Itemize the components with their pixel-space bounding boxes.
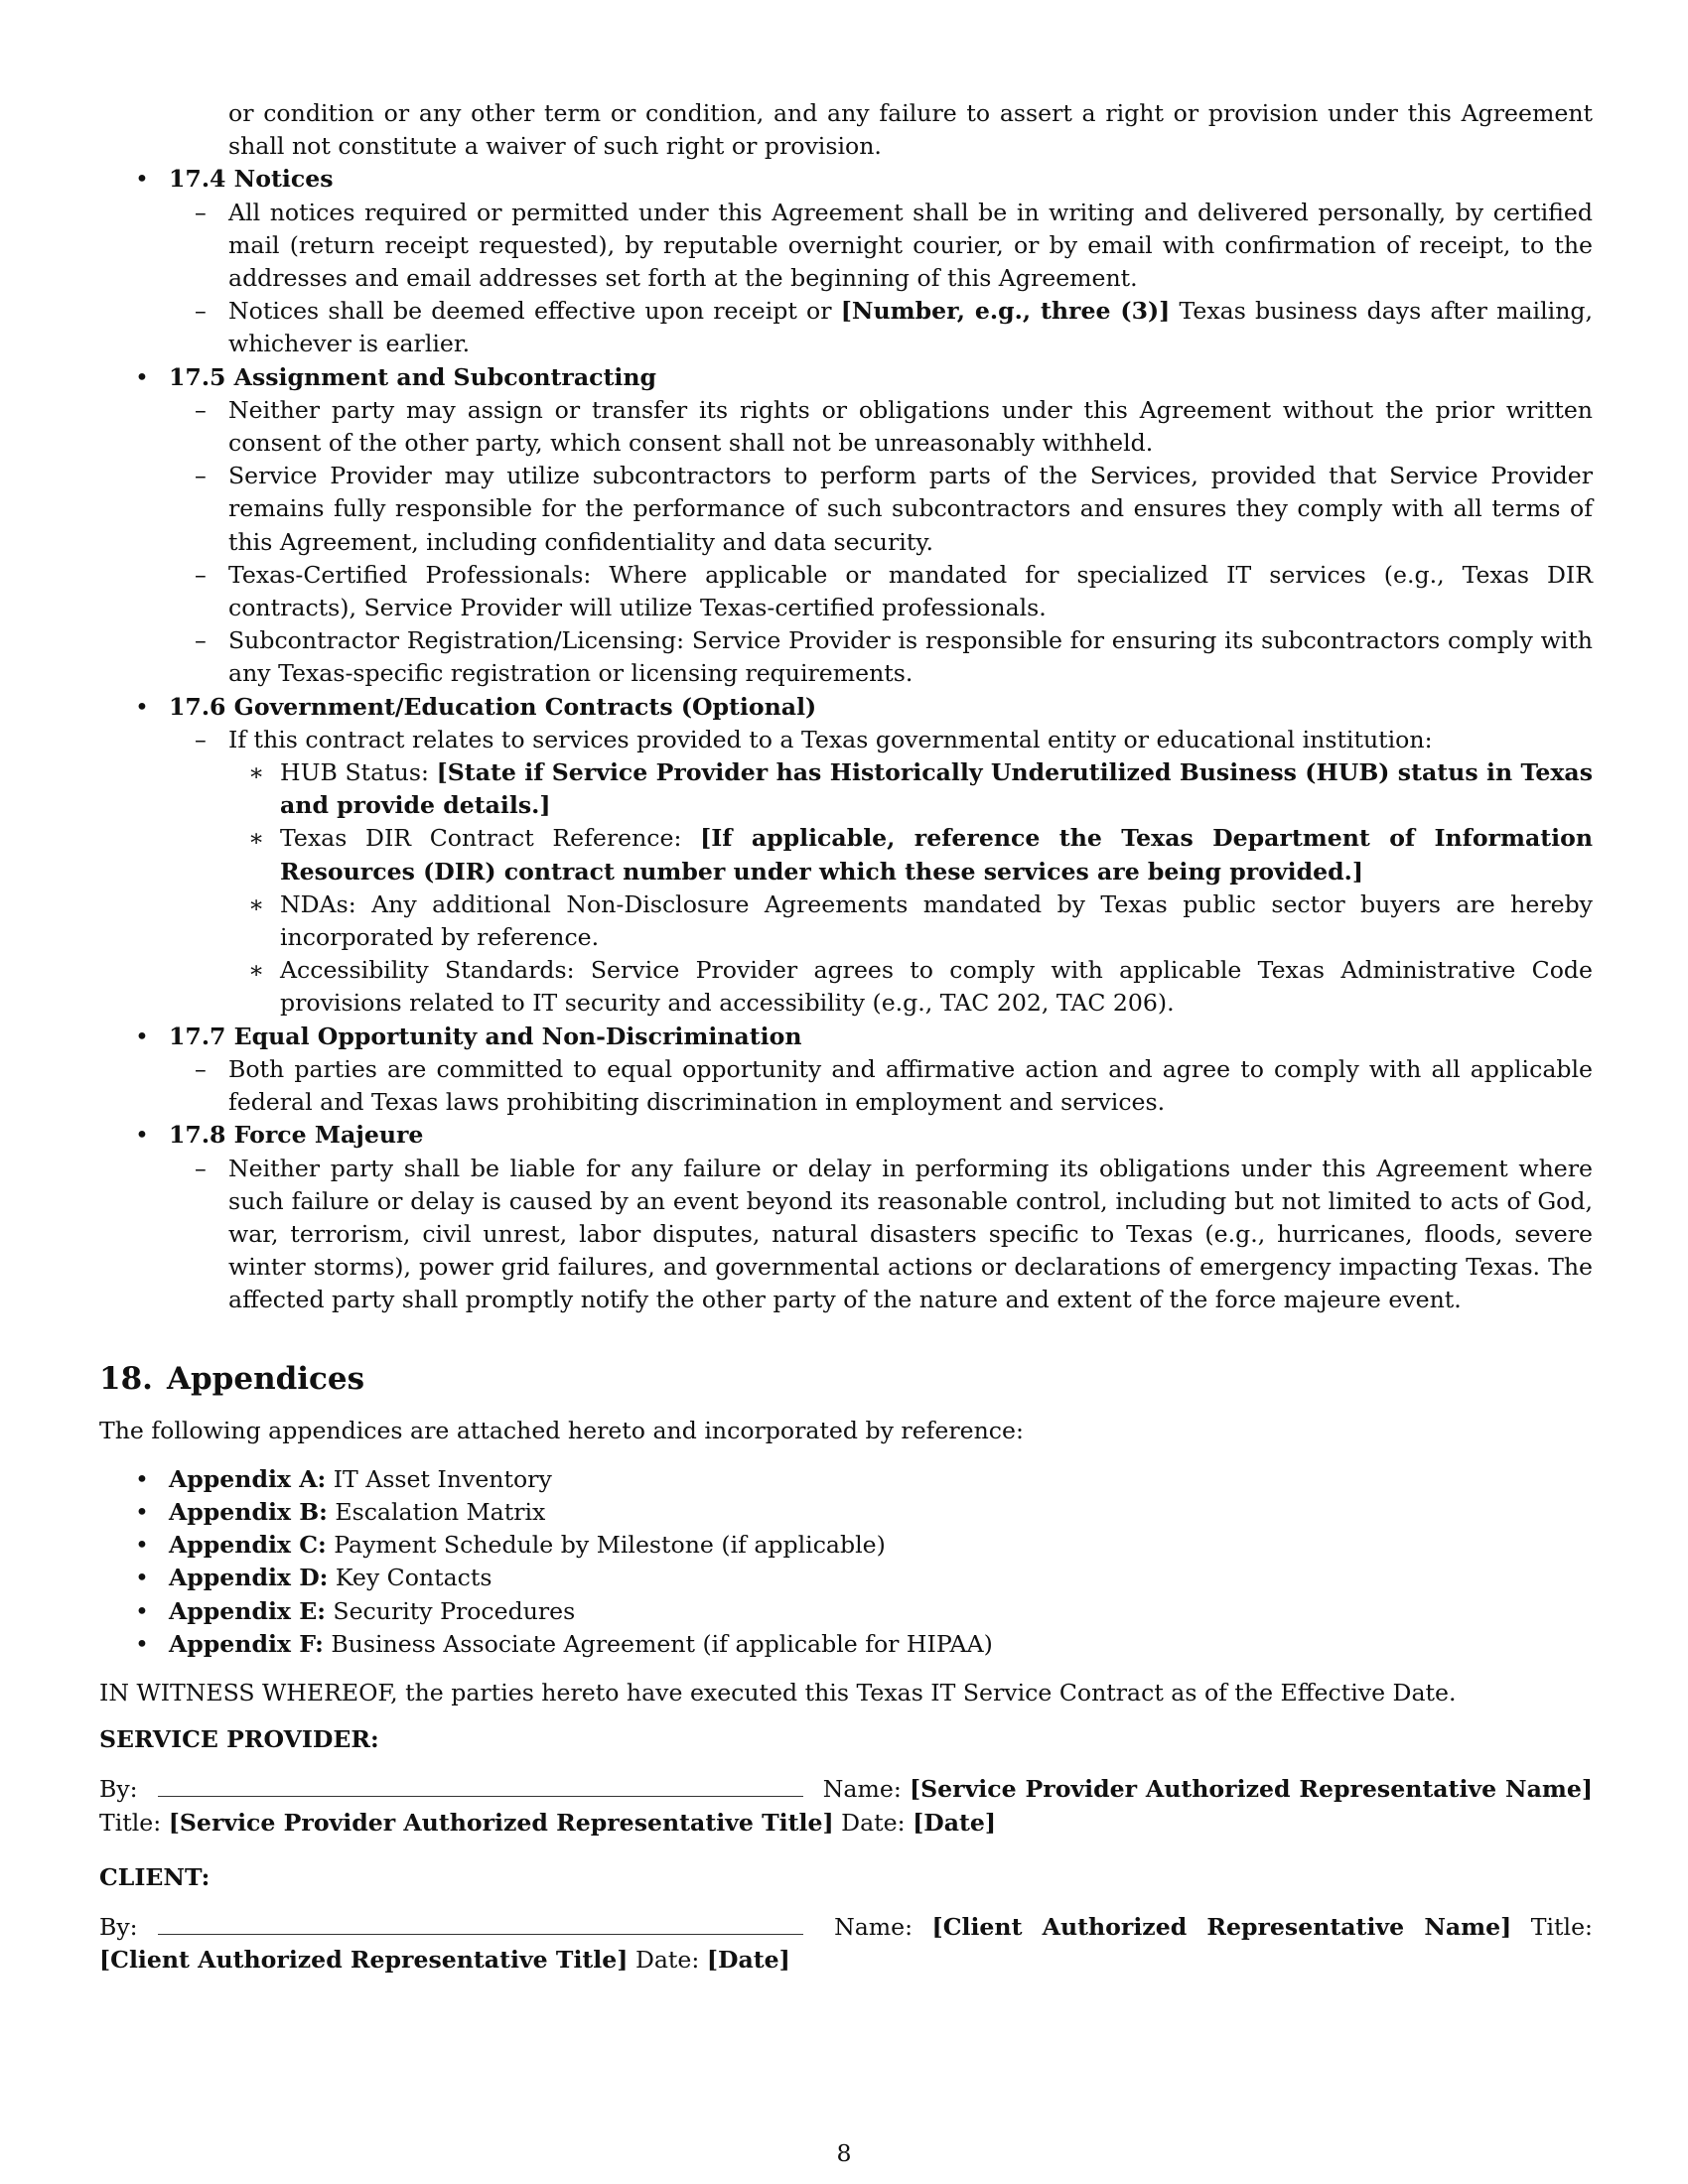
placeholder-field: [State if Service Provider has Historically Underutilized Business (HUB) status in Texas and provide details.] <box>280 758 1593 820</box>
item-text: Accessibility Standards: Service Provider agrees to comply with applicable Texas Administrative Code provisions related to IT security and accessibility (e.g., TAC 202, TAC 206). <box>280 956 1593 1018</box>
appendix-text: Payment Schedule by Milestone (if applicable) <box>326 1531 886 1560</box>
provider-signature-line[interactable] <box>158 1770 803 1797</box>
appendix-label: Appendix B: <box>169 1497 328 1526</box>
dash-marker: – <box>195 462 207 490</box>
dash-marker: – <box>195 297 207 326</box>
title-label: Title: <box>1511 1912 1593 1941</box>
provider-heading: SERVICE PROVIDER: <box>99 1725 379 1754</box>
asterisk-marker: ∗ <box>248 889 265 918</box>
document-page <box>99 97 1593 1998</box>
section-17-7 <box>99 1021 1593 1053</box>
bullet: • <box>135 1464 149 1493</box>
item-text: Texas business days after mailing, whichever is earlier. <box>228 297 1593 358</box>
appendix-text: Business Associate Agreement (if applicable for HIPAA) <box>323 1629 993 1658</box>
bullet: • <box>135 1121 149 1150</box>
appendix-label: Appendix D: <box>169 1564 329 1592</box>
appendix-label: Appendix A: <box>169 1464 327 1493</box>
dash-marker: – <box>195 1054 207 1083</box>
item-text: Neither party may assign or transfer its rights or obligations under this Agreement without the prior written consent of the other party, which consent shall not be unreasonably withheld. <box>228 395 1593 458</box>
item-text: Both parties are committed to equal opportunity and affirmative action and agree to comply with all applicable federal and Texas laws prohibiting discrimination in employment and services. <box>228 1054 1593 1117</box>
provider-signature-block <box>99 1770 1593 1839</box>
date-label: Date: <box>833 1808 914 1837</box>
bullet: • <box>135 1531 149 1560</box>
bullet: • <box>135 1596 149 1625</box>
appendix-label: Appendix F: <box>169 1629 324 1658</box>
item-text: HUB Status: <box>280 758 437 787</box>
list-item <box>99 197 1593 296</box>
placeholder-field: [Client Authorized Representative Title] <box>99 1946 629 1975</box>
appendices-list <box>99 1463 1593 1661</box>
bullet: • <box>135 1022 149 1050</box>
bullet: • <box>135 165 149 194</box>
appendix-text: IT Asset Inventory <box>326 1464 552 1493</box>
bullet: • <box>135 1629 149 1658</box>
placeholder-field: [Date] <box>706 1946 790 1975</box>
asterisk-marker: ∗ <box>248 956 265 985</box>
placeholder-field: [Number, e.g., three (3)] <box>840 297 1171 326</box>
list-item <box>99 1628 1593 1661</box>
section-heading-appendices <box>99 1359 1593 1399</box>
dash-marker: – <box>195 395 207 424</box>
appendix-text: Escalation Matrix <box>327 1497 546 1526</box>
list-item <box>99 624 1593 690</box>
bullet: • <box>135 1564 149 1592</box>
placeholder-field: [Client Authorized Representative Name] <box>931 1912 1512 1941</box>
sub-list-item <box>99 954 1593 1020</box>
client-signature-block <box>99 1908 1593 1977</box>
item-text: Texas DIR Contract Reference: <box>280 824 701 853</box>
list-item <box>99 460 1593 559</box>
placeholder-field: [Date] <box>913 1808 997 1837</box>
section-17-6 <box>99 691 1593 724</box>
list-item <box>99 559 1593 624</box>
name-label: Name: <box>814 1912 932 1941</box>
appendix-label: Appendix E: <box>169 1596 326 1625</box>
section-17-8 <box>99 1119 1593 1152</box>
item-text: If this contract relates to services provided to a Texas governmental entity or educational institution: <box>228 725 1433 753</box>
appendix-label: Appendix C: <box>169 1531 327 1560</box>
placeholder-field: [Service Provider Authorized Representative Title] <box>168 1808 834 1837</box>
by-label: By: <box>99 1775 138 1804</box>
appendix-text: Key Contacts <box>328 1564 492 1592</box>
item-text: Notices shall be deemed effective upon receipt or <box>228 297 841 326</box>
section-title: 17.6 Government/Education Contracts (Optional) <box>169 692 817 721</box>
dash-marker: – <box>195 560 207 589</box>
sub-list-item <box>99 822 1593 887</box>
section-number: 18. <box>99 1360 153 1397</box>
bullet: • <box>135 692 149 721</box>
bullet: • <box>135 1497 149 1526</box>
title-label: Title: <box>99 1808 169 1837</box>
item-text: All notices required or permitted under this Agreement shall be in writing and delivered personally, by certified mail (return receipt requested), by reputable overnight courier, or by email with confirmation of receipt, to the addresses and email addresses set forth at the beginning of this Agreement. <box>228 198 1593 293</box>
client-signature-line[interactable] <box>158 1908 803 1935</box>
section-title: 17.5 Assignment and Subcontracting <box>169 362 656 391</box>
dash-marker: – <box>195 1154 207 1182</box>
asterisk-marker: ∗ <box>248 758 265 787</box>
dash-marker: – <box>195 198 207 226</box>
item-text: Service Provider may utilize subcontractors to perform parts of the Services, provided that Service Provider remains fully responsible for the performance of such subcontractors and ensures they comply with all terms of this Agreement, including confidentiality and data security. <box>228 462 1593 556</box>
placeholder-field: [Service Provider Authorized Representative Name] <box>909 1775 1593 1804</box>
list-item <box>99 1595 1593 1628</box>
list-item <box>99 1529 1593 1562</box>
item-text: Texas-Certified Professionals: Where applicable or mandated for specialized IT services (e.g., Texas DIR contracts), Service Provider will utilize Texas-certified professionals. <box>228 560 1593 622</box>
sub-list-item <box>99 888 1593 954</box>
list-item <box>99 1463 1593 1496</box>
section-title: 17.8 Force Majeure <box>169 1121 424 1150</box>
item-text: NDAs: Any additional Non-Disclosure Agreements mandated by Texas public sector buyers are hereby incorporated by reference. <box>280 889 1593 952</box>
sub-list-item <box>99 756 1593 822</box>
section-title: 17.4 Notices <box>169 165 334 194</box>
appendix-text: Security Procedures <box>325 1596 576 1625</box>
item-text: Subcontractor Registration/Licensing: Service Provider is responsible for ensuring its subcontractors comply with any Texas-specific registration or licensing requirements. <box>228 626 1593 688</box>
section-heading-text: Appendices <box>166 1360 365 1397</box>
list-item <box>99 1053 1593 1119</box>
name-label: Name: <box>814 1775 910 1804</box>
list-item <box>99 1562 1593 1594</box>
placeholder-field: [If applicable, reference the Texas Department of Information Resources (DIR) contract number under which these services are being provided.] <box>280 824 1593 886</box>
section-17-4 <box>99 163 1593 196</box>
section-title: 17.7 Equal Opportunity and Non-Discrimination <box>169 1022 802 1050</box>
list-item <box>99 295 1593 360</box>
date-label: Date: <box>628 1946 707 1975</box>
by-label: By: <box>99 1912 138 1941</box>
list-item <box>99 1153 1593 1317</box>
appendices-intro: The following appendices are attached hereto and incorporated by reference: <box>99 1416 1024 1444</box>
list-item <box>99 1496 1593 1529</box>
asterisk-marker: ∗ <box>248 824 265 853</box>
item-text: Neither party shall be liable for any failure or delay in performing its obligations under this Agreement where such failure or delay is caused by an event beyond its reasonable control, including but not limited to acts of God, war, terrorism, civil unrest, labor disputes, natural disasters specific to Texas (e.g., hurricanes, floods, severe winter storms), power grid failures, and governmental actions or declarations of emergency impacting Texas. The affected party shall promptly notify the other party of the nature and extent of the force majeure event. <box>228 1154 1593 1314</box>
page-number: 8 <box>836 2139 852 2167</box>
client-heading: CLIENT: <box>99 1862 211 1891</box>
witness-statement: IN WITNESS WHEREOF, the parties hereto have executed this Texas IT Service Contract as of the Effective Date. <box>99 1678 1457 1706</box>
continuation-text: or condition or any other term or condition, and any failure to assert a right or provision under this Agreement shall not constitute a waiver of such right or provision. <box>228 99 1593 161</box>
list-item <box>99 394 1593 460</box>
dash-marker: – <box>195 626 207 655</box>
section-17-5 <box>99 361 1593 394</box>
bullet: • <box>135 362 149 391</box>
list-item <box>99 724 1593 756</box>
dash-marker: – <box>195 725 207 753</box>
